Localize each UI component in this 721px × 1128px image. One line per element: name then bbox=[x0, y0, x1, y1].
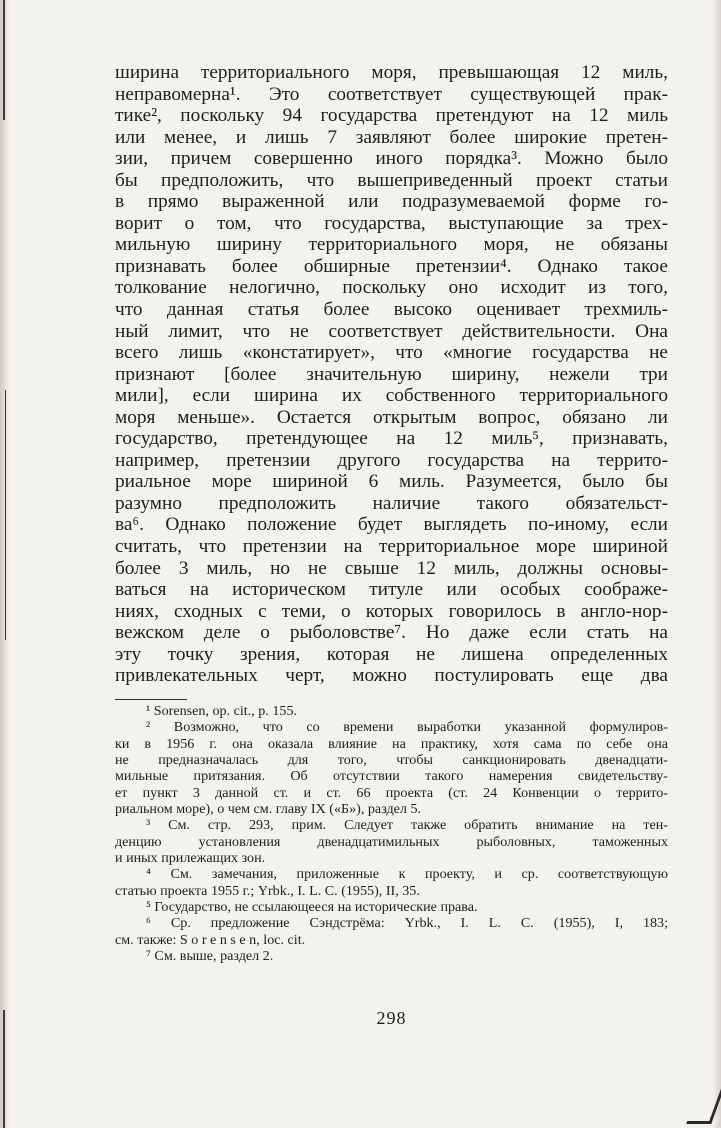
footnote bbox=[115, 817, 668, 866]
footnote-separator bbox=[115, 699, 187, 700]
footnote bbox=[115, 915, 668, 948]
main-text-block bbox=[115, 62, 668, 687]
text-line: в прямо выраженной или подразумеваемой форме го- bbox=[115, 191, 668, 213]
text-line: более 3 миль, но не свыше 12 миль, должны основы- bbox=[115, 557, 668, 579]
text-line: всего лишь «констатирует», что «многие государства не bbox=[115, 342, 668, 364]
footnote-line: статью проекта 1955 г.; Yrbk., I. L. C. (1955), II, 35. bbox=[115, 882, 420, 899]
footnote-line: и иных прилежащих зон. bbox=[115, 849, 266, 866]
text-line: разумно предположить наличие такого обязательст- bbox=[115, 492, 668, 514]
scan-edge-line bbox=[5, 390, 6, 640]
footnote-line: ки в 1956 г. она оказала влияние на практику, хотя сама по себе она bbox=[115, 735, 668, 752]
scan-edge-line bbox=[3, 0, 5, 120]
footnote bbox=[115, 703, 668, 719]
text-line: ный лимит, что не соответствует действительности. Она bbox=[115, 320, 668, 342]
footnote-line: ⁵ Государство, не ссылающееся на исторические права. bbox=[146, 898, 478, 915]
text-line: бы предположить, что вышеприведенный проект статьи bbox=[115, 169, 668, 191]
footnotes-block bbox=[115, 703, 668, 965]
footnote bbox=[115, 948, 668, 964]
scan-edge-line bbox=[3, 1010, 5, 1128]
footnote-line: ² Возможно, что со времени выработки указанной формулиров- bbox=[146, 719, 668, 736]
footnote-line: ⁷ См. выше, раздел 2. bbox=[146, 948, 274, 965]
text-line: признают [более значительную ширину, нежели три bbox=[115, 363, 668, 385]
text-line: считать, что претензии на территориальное море шириной bbox=[115, 536, 668, 558]
text-line: например, претензии другого государства на террито- bbox=[115, 449, 668, 471]
footnote-line: см. также: S o r e n s e n, loc. cit. bbox=[115, 931, 306, 948]
text-line: неправомерна¹. Это соответствует существующей прак- bbox=[115, 83, 668, 105]
footnote-line: ³ См. стр. 293, прим. Следует также обратить внимание на тен- bbox=[146, 817, 668, 834]
text-line: ваться на историческом титуле или особых соображе- bbox=[115, 579, 668, 601]
text-line: государство, претендующее на 12 миль⁵, признавать, bbox=[115, 428, 668, 450]
footnote-line: ет пункт 3 данной ст. и ст. 66 проекта (ст. 24 Конвенции о террито- bbox=[115, 784, 668, 801]
text-line: признавать более обширные претензии⁴. Однако такое bbox=[115, 255, 668, 277]
footnote-line: риальном море), о чем см. главу IX («Б»), раздел 5. bbox=[115, 800, 422, 817]
text-line: зии, причем совершенно иного порядка³. Можно было bbox=[115, 148, 668, 170]
footnote bbox=[115, 899, 668, 915]
text-line: эту точку зрения, которая не лишена определенных bbox=[115, 643, 668, 665]
text-line: мильную ширину территориального моря, не обязаны bbox=[115, 234, 668, 256]
text-line: ниях, сходных с теми, о которых говорилось в англо-нор- bbox=[115, 600, 668, 622]
footnote bbox=[115, 719, 668, 817]
text-line: вежском деле о рыболовстве⁷. Но даже если стать на bbox=[115, 622, 668, 644]
footnote bbox=[115, 866, 668, 899]
text-line: моря меньше». Остается открытым вопрос, обязано ли bbox=[115, 406, 668, 428]
footnote-line: ⁶ Ср. предложение Сэндстрёма: Yrbk., I. L. C. (1955), I, 183; bbox=[146, 915, 668, 932]
page-number: 298 bbox=[376, 1008, 407, 1028]
text-line: или менее, и лишь 7 заявляют более широкие претен- bbox=[115, 126, 668, 148]
text-line: привлекательных черт, можно постулировать еще два bbox=[115, 665, 668, 687]
footnote-line: ¹ Sorensen, op. cit., p. 155. bbox=[146, 702, 298, 719]
text-line: тике², поскольку 94 государства претендуют на 12 миль bbox=[115, 105, 668, 127]
text-line: что данная статья более высоко оценивает трехмиль- bbox=[115, 299, 668, 321]
footnote-line: денцию установления двенадцатимильных рыболовных, таможенных bbox=[115, 833, 668, 850]
text-line: мили], если ширина их собственного территориального bbox=[115, 385, 668, 407]
text-line: толкование нелогично, поскольку оно исходит из того, bbox=[115, 277, 668, 299]
text-line: ширина территориального моря, превышающая 12 миль, bbox=[115, 62, 668, 83]
footnote-line: ⁴ См. замечания, приложенные к проекту, и ср. соответствующую bbox=[146, 866, 668, 883]
text-line: ва⁶. Однако положение будет выглядеть по-иному, если bbox=[115, 514, 668, 536]
text-line: риальное море шириной 6 миль. Разумеется, было бы bbox=[115, 471, 668, 493]
text-line: ворит о том, что государства, выступающие за трех- bbox=[115, 212, 668, 234]
scan-right-edge bbox=[713, 0, 721, 1128]
footnote-line: мильные притязания. Об отсутствии такого намерения свидетельству- bbox=[115, 768, 668, 785]
book-page bbox=[115, 62, 668, 1028]
footnote-line: не предназначалась для того, чтобы санкционировать двенадцати- bbox=[115, 751, 668, 768]
